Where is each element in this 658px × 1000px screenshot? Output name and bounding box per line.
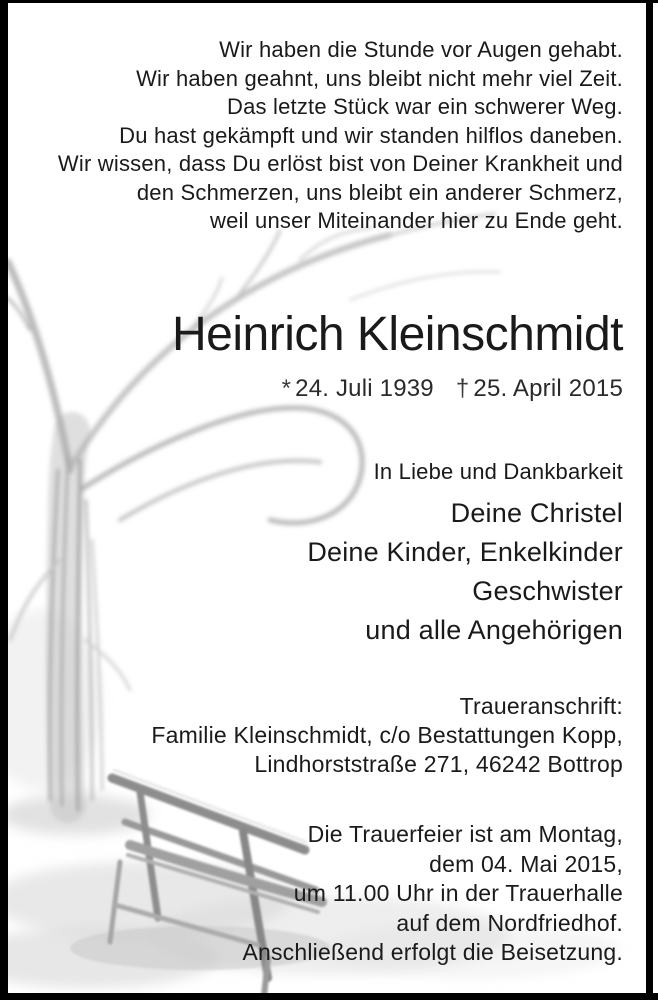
frame-right-rule [646, 0, 653, 1000]
ceremony-line: Die Trauerfeier ist am Montag, [307, 821, 623, 847]
mourners-list [10, 494, 623, 650]
deceased-name: Heinrich Kleinschmidt [171, 308, 623, 361]
frame-bottom-edge [0, 993, 658, 1000]
address-line: Familie Kleinschmidt, c/o Bestattungen Kopp, [151, 722, 623, 748]
mourner-line: Geschwister [472, 576, 623, 606]
poem-line: Du hast gekämpft und wir standen hilflos daneben. [119, 122, 623, 148]
poem-line: Wir wissen, dass Du erlöst bist von Deiner Krankheit und [57, 151, 623, 176]
frame-left-edge [0, 0, 8, 1000]
birth-date: 24. Juli 1939 [295, 375, 434, 402]
ceremony-line: dem 04. Mai 2015, [429, 850, 623, 877]
ceremony-info [10, 820, 623, 968]
ceremony-line: um 11.00 Uhr in der Trauerhalle [293, 880, 623, 906]
mourner-line: Deine Christel [450, 498, 623, 528]
tribute-intro: In Liebe und Dankbarkeit [373, 459, 623, 484]
death-cross-icon: † [455, 375, 470, 402]
poem-line: Wir haben die Stunde vor Augen gehabt. [219, 37, 623, 62]
poem-line: Das letzte Stück war ein schwerer Weg. [226, 94, 623, 119]
frame-top-edge [0, 0, 658, 3]
ceremony-line: auf dem Nordfriedhof. [396, 909, 623, 936]
ceremony-line: Anschließend erfolgt die Beisetzung. [242, 939, 623, 965]
poem-line: weil unser Miteinander hier zu Ende geht. [210, 208, 623, 233]
death-date: 25. April 2015 [473, 375, 623, 402]
condolence-address [10, 692, 623, 779]
mourner-line: Deine Kinder, Enkelkinder [307, 537, 623, 567]
life-dates [10, 374, 623, 404]
opening-poem [10, 36, 623, 236]
address-label: Traueranschrift: [459, 693, 623, 719]
address-line: Lindhorststraße 271, 46242 Bottrop [254, 751, 623, 777]
birth-date-group [282, 375, 434, 402]
death-date-group [456, 375, 623, 402]
poem-line: Wir haben geahnt, uns bleibt nicht mehr viel Zeit. [136, 65, 623, 91]
birth-star-symbol: * [281, 375, 292, 402]
mourner-line: und alle Angehörigen [365, 615, 623, 645]
poem-line: den Schmerzen, uns bleibt ein anderer Schmerz, [136, 179, 623, 205]
